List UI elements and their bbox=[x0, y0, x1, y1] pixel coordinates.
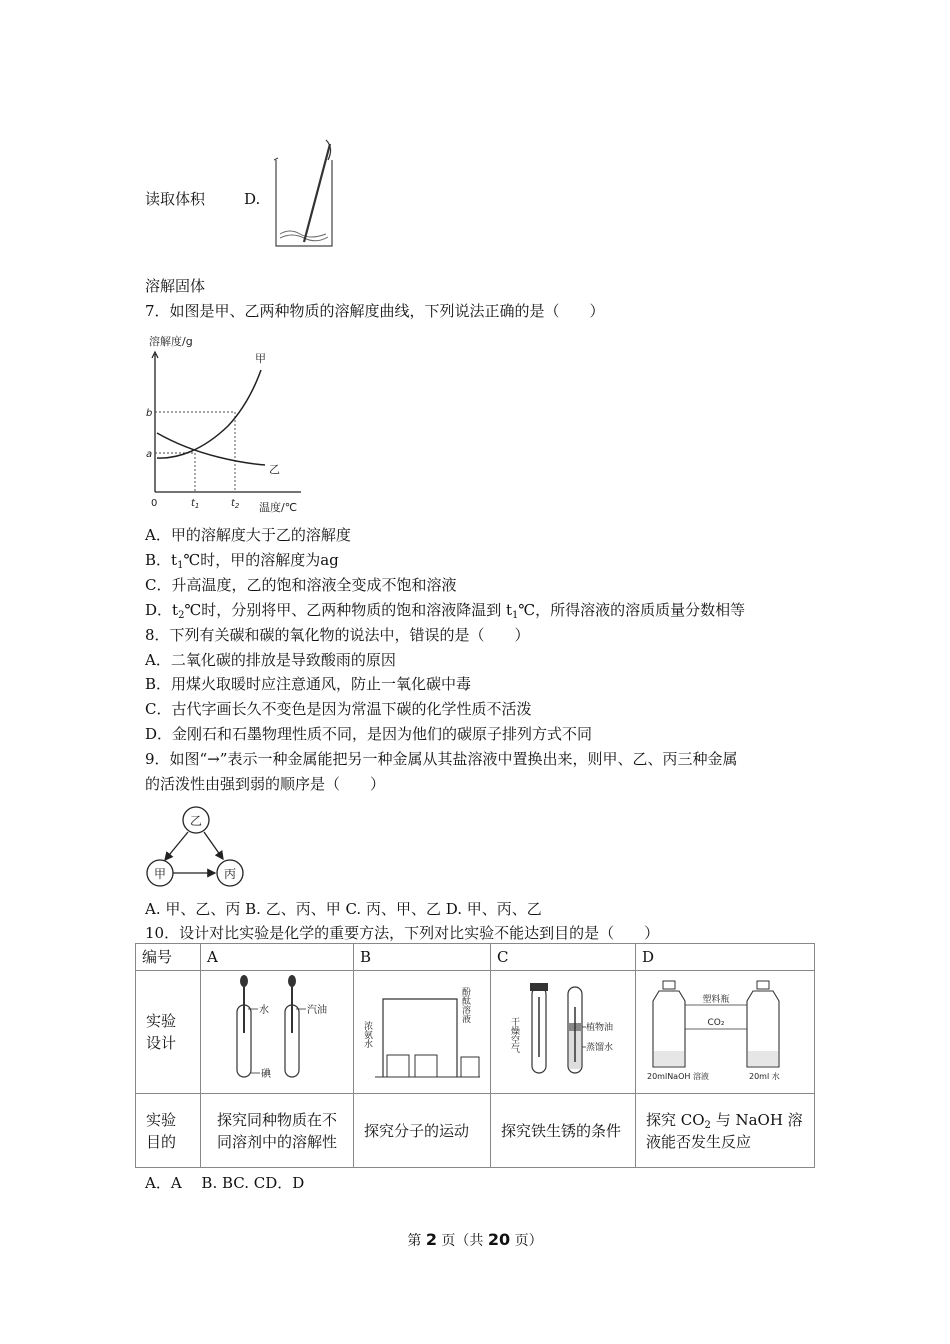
q7-option-d[interactable]: D．$t_2℃$时，分别将甲、乙两种物质的饱和溶液降温到 $t_1℃$，所得溶液的溶质质量分数相等 bbox=[145, 601, 746, 621]
header-cell: C bbox=[491, 944, 636, 971]
q7-option-a[interactable]: A．甲的溶解度大于乙的溶解度 bbox=[145, 526, 351, 544]
label-ammonia: 浓氨水 bbox=[361, 1021, 372, 1048]
design-row bbox=[136, 971, 815, 1094]
origin-label: 0 bbox=[151, 498, 158, 509]
q8-option-a[interactable]: A．二氧化碳的排放是导致酸雨的原因 bbox=[145, 651, 396, 669]
experiment-c-figure bbox=[502, 977, 624, 1081]
a-tick: a bbox=[146, 449, 153, 460]
design-c-cell bbox=[491, 971, 636, 1094]
label-co2: CO₂ bbox=[707, 1018, 725, 1028]
label-20ml-water: 20ml 水 bbox=[749, 1072, 780, 1081]
label-phenolphthalein: 酚酞溶液 bbox=[459, 987, 470, 1023]
purpose-c: 探究铁生锈的条件 bbox=[491, 1094, 636, 1168]
jia-curve bbox=[157, 370, 261, 458]
q6-option-d-letter: D. bbox=[244, 190, 261, 208]
dissolve-solid-beaker-figure bbox=[270, 138, 342, 250]
design-row-label: 实验设计 bbox=[136, 971, 201, 1094]
label-plastic-bottle: 塑料瓶 bbox=[702, 995, 730, 1005]
q10-answer-options[interactable]: A．A B. BC. CD．D bbox=[145, 1174, 305, 1192]
label-iodine: 碘 bbox=[261, 1069, 271, 1080]
table-header-row bbox=[136, 944, 815, 971]
q9-options[interactable]: A. 甲、乙、丙 B. 乙、丙、甲 C. 丙、甲、乙 D. 甲、丙、乙 bbox=[145, 900, 542, 918]
label-gasoline: 汽油 bbox=[307, 1005, 327, 1016]
q10-stem: 10．设计对比实验是化学的重要方法，下列对比实验不能达到目的是（ ） bbox=[145, 924, 660, 942]
label-naoh-solution: 20mlNaOH 溶液 bbox=[647, 1072, 709, 1081]
b-tick: b bbox=[146, 408, 153, 419]
chart-ylabel: 溶解度/g bbox=[149, 335, 193, 348]
label-water: 水 bbox=[259, 1005, 269, 1016]
purpose-a: 探究同种物质在不同溶剂中的溶解性 bbox=[201, 1094, 354, 1168]
node-bing: 丙 bbox=[223, 867, 237, 881]
header-cell: D bbox=[636, 944, 815, 971]
purpose-d: 探究 $CO_2$ 与 NaOH 溶液能否发生反应 bbox=[636, 1094, 815, 1168]
q8-option-c[interactable]: C．古代字画长久不变色是因为常温下碳的化学性质不活泼 bbox=[145, 700, 532, 718]
jia-curve-label: 甲 bbox=[255, 352, 266, 365]
t2-tick: t bbox=[231, 498, 235, 509]
q9-stem-line1: 9．如图“→”表示一种金属能把另一种金属从其盐溶液中置换出来，则甲、乙、丙三种金属 bbox=[145, 750, 738, 768]
experiment-b-figure bbox=[361, 977, 480, 1081]
purpose-b: 探究分子的运动 bbox=[354, 1094, 491, 1168]
current-page: 2 bbox=[425, 1230, 437, 1249]
q7-option-c[interactable]: C．升高温度，乙的饱和溶液全变成不饱和溶液 bbox=[145, 576, 457, 594]
experiment-d-figure bbox=[645, 975, 805, 1083]
design-b-cell bbox=[354, 971, 491, 1094]
q7-option-b[interactable]: B．$t_1℃$时，甲的溶解度为ag bbox=[145, 551, 339, 571]
experiment-a-figure bbox=[222, 973, 332, 1085]
q8-option-b[interactable]: B．用煤火取暖时应注意通风，防止一氧化碳中毒 bbox=[145, 675, 472, 693]
page-footer: 第 2 页（共 20 页） bbox=[407, 1230, 543, 1249]
total-pages: 20 bbox=[487, 1230, 511, 1249]
svg-text:t2: $t_2$ bbox=[231, 498, 240, 510]
svg-text:t1: $t_1$ bbox=[191, 498, 200, 510]
solubility-curve-chart bbox=[143, 330, 308, 518]
metal-displacement-triangle-diagram bbox=[143, 804, 248, 890]
header-cell: 编号 bbox=[136, 944, 201, 971]
purpose-row bbox=[136, 1094, 815, 1168]
q8-option-d[interactable]: D．金刚石和石墨物理性质不同，是因为他们的碳原子排列方式不同 bbox=[145, 725, 593, 743]
design-a-cell bbox=[201, 971, 354, 1094]
yi-curve bbox=[157, 433, 265, 465]
node-jia: 甲 bbox=[153, 867, 167, 881]
design-d-cell bbox=[636, 971, 815, 1094]
header-cell: B bbox=[354, 944, 491, 971]
label-vegetable-oil: 植物油 bbox=[586, 1023, 614, 1033]
label-boiled-water: 蒸馏水 bbox=[586, 1043, 614, 1053]
chart-xlabel: 温度/℃ bbox=[259, 501, 298, 514]
yi-curve-label: 乙 bbox=[269, 463, 280, 476]
q9-stem-line2: 的活泼性由强到弱的顺序是（ ） bbox=[145, 775, 386, 793]
purpose-row-label: 实验目的 bbox=[136, 1094, 201, 1168]
label-dry-air: 干燥空气 bbox=[509, 1017, 519, 1053]
q7-stem: 7．如图是甲、乙两种物质的溶解度曲线，下列说法正确的是（ ） bbox=[145, 302, 605, 320]
q6-option-d-label: 溶解固体 bbox=[145, 277, 206, 295]
q10-comparison-table bbox=[135, 943, 815, 1168]
node-yi: 乙 bbox=[189, 814, 203, 828]
t1-tick: t bbox=[191, 498, 195, 509]
q6-option-c-label: 读取体积 bbox=[145, 190, 206, 208]
q8-stem: 8．下列有关碳和碳的氧化物的说法中，错误的是（ ） bbox=[145, 626, 530, 644]
header-cell: A bbox=[201, 944, 354, 971]
